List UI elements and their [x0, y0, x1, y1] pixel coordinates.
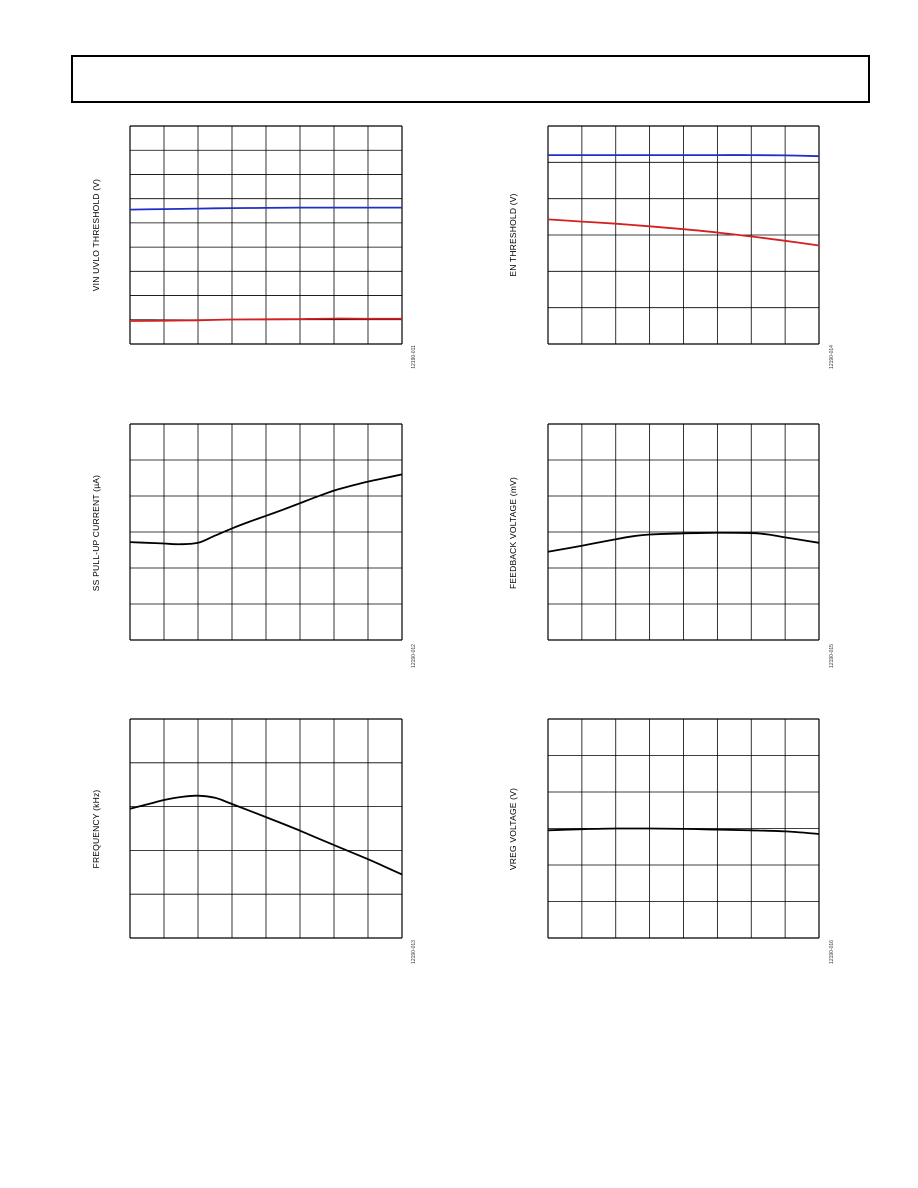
plot-area: [548, 719, 819, 938]
figure-id: 12190-011: [411, 345, 417, 369]
page-header-box: [71, 55, 870, 103]
y-axis-label: FEEDBACK VOLTAGE (mV): [508, 476, 518, 590]
plot-area: [130, 126, 402, 344]
y-axis-label: FREQUENCY (kHz): [91, 789, 101, 869]
y-axis-label: VREG VOLTAGE (V): [508, 787, 518, 871]
y-axis-label: SS PULL-UP CURRENT (µA): [91, 474, 101, 592]
y-axis-label: VIN UVLO THRESHOLD (V): [91, 178, 101, 292]
figure-id: 12190-016: [829, 940, 835, 964]
plot-area: [130, 424, 402, 640]
figure-id: 12190-012: [411, 644, 417, 668]
figure-id: 12190-013: [411, 940, 417, 964]
figure-id: 12190-014: [829, 345, 835, 369]
plot-area: [548, 126, 819, 344]
plot-area: [130, 719, 402, 938]
plot-area: [548, 424, 819, 640]
y-axis-label: EN THRESHOLD (V): [508, 193, 518, 277]
figure-id: 12190-015: [829, 644, 835, 668]
